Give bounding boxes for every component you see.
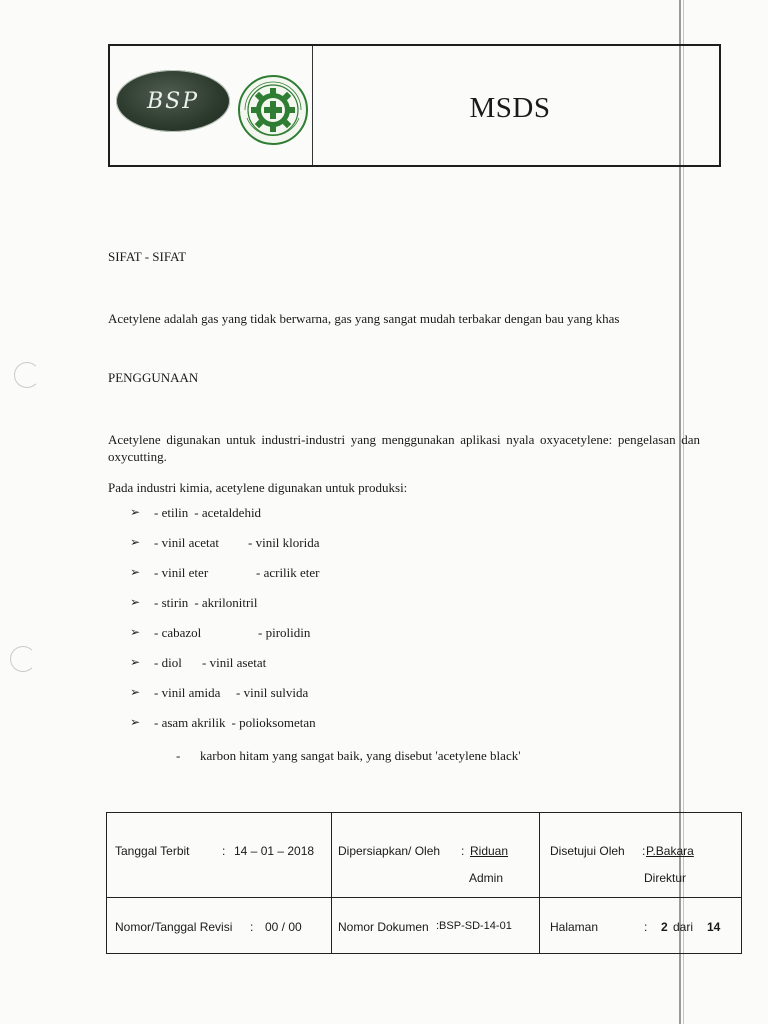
document-control-table	[106, 812, 742, 954]
product-a: - diol	[154, 655, 182, 670]
product-b: - acetaldehid	[194, 505, 262, 520]
page-sep: :	[644, 919, 648, 934]
title-cell	[313, 46, 719, 165]
product-b: - polioksometan	[231, 715, 316, 730]
issue-date-label: Tanggal Terbit	[115, 844, 190, 858]
issue-date-sep: :	[222, 844, 226, 858]
arrow-bullet-icon: ➢	[130, 715, 141, 729]
prepared-role: Admin	[469, 871, 504, 885]
page-label: Halaman	[550, 919, 599, 934]
usage-heading: PENGGUNAAN	[108, 370, 199, 385]
k3-safety-cross-icon	[237, 74, 309, 146]
dash-bullet: -	[176, 748, 181, 763]
product-b: - akrilonitril	[194, 595, 258, 610]
chemical-intro: Pada industri kimia, acetylene digunakan untuk produksi:	[108, 480, 408, 495]
revision-value: 00 / 00	[265, 919, 302, 934]
issue-date-value: 14 – 01 – 2018	[234, 844, 315, 858]
punch-hole-mark-bottom	[10, 646, 36, 672]
product-a: - vinil eter	[154, 565, 209, 580]
document-title: MSDS	[469, 92, 551, 124]
list-item	[130, 684, 320, 714]
page-current: 2	[661, 919, 668, 934]
product-a: - vinil amida	[154, 685, 221, 700]
extra-product-text: karbon hitam yang sangat baik, yang disebut 'acetylene black'	[200, 748, 521, 763]
product-a: - vinil acetat	[154, 535, 219, 550]
approved-name: P.Bakara	[646, 844, 694, 858]
arrow-bullet-icon: ➢	[130, 625, 141, 639]
doc-number-label: Nomor Dokumen	[338, 919, 429, 934]
product-b: - acrilik eter	[256, 565, 320, 580]
prepared-label: Dipersiapkan/ Oleh	[338, 844, 441, 858]
prepared-sep: :	[461, 844, 465, 858]
issue-date-cell	[107, 813, 332, 898]
revision-cell	[107, 897, 332, 953]
prepared-name: Riduan	[470, 844, 509, 858]
product-a: - stirin	[154, 595, 189, 610]
list-item	[130, 564, 320, 594]
arrow-bullet-icon: ➢	[130, 505, 141, 519]
properties-text: Acetylene adalah gas yang tidak berwarna, gas yang sangat mudah terbakar dengan bau yang khas	[108, 311, 620, 326]
page-total: 14	[707, 919, 721, 934]
bsp-logo-text: BSP	[146, 88, 200, 114]
product-a: - etilin	[154, 505, 189, 520]
list-item	[130, 594, 320, 624]
product-b: - vinil klorida	[248, 535, 320, 550]
product-b: - vinil sulvida	[236, 685, 309, 700]
prepared-by-cell	[332, 813, 540, 898]
product-b: - vinil asetat	[202, 655, 267, 670]
approved-role: Direktur	[644, 871, 687, 885]
revision-sep: :	[250, 919, 254, 934]
products-list	[130, 504, 320, 744]
arrow-bullet-icon: ➢	[130, 535, 141, 549]
list-item	[130, 504, 320, 534]
product-a: - cabazol	[154, 625, 202, 640]
arrow-bullet-icon: ➢	[130, 565, 141, 579]
usage-text: Acetylene digunakan untuk industri-industri yang menggunakan aplikasi nyala oxyacetylene: pengelasan dan oxycutting.	[108, 432, 700, 464]
arrow-bullet-icon: ➢	[130, 685, 141, 699]
document-header	[108, 44, 721, 167]
product-a: - asam akrilik	[154, 715, 226, 730]
revision-label: Nomor/Tanggal Revisi	[115, 919, 233, 934]
doc-number-value: :BSP-SD-14-01	[436, 919, 512, 932]
page-of: dari	[673, 919, 694, 934]
list-item	[130, 654, 320, 684]
list-item	[130, 714, 320, 744]
page-cell	[540, 897, 742, 953]
arrow-bullet-icon: ➢	[130, 655, 141, 669]
list-item	[130, 534, 320, 564]
approved-by-cell	[540, 813, 742, 898]
doc-number-cell	[332, 897, 540, 953]
logo-cell	[110, 46, 313, 165]
properties-heading: SIFAT - SIFAT	[108, 249, 187, 264]
approved-sep: :	[642, 844, 646, 858]
arrow-bullet-icon: ➢	[130, 595, 141, 609]
approved-label: Disetujui Oleh	[550, 844, 625, 858]
product-b: - pirolidin	[258, 625, 311, 640]
bsp-logo	[116, 70, 230, 132]
list-item	[130, 624, 320, 654]
punch-hole-mark-top	[14, 362, 40, 388]
extra-product-item	[176, 748, 521, 764]
